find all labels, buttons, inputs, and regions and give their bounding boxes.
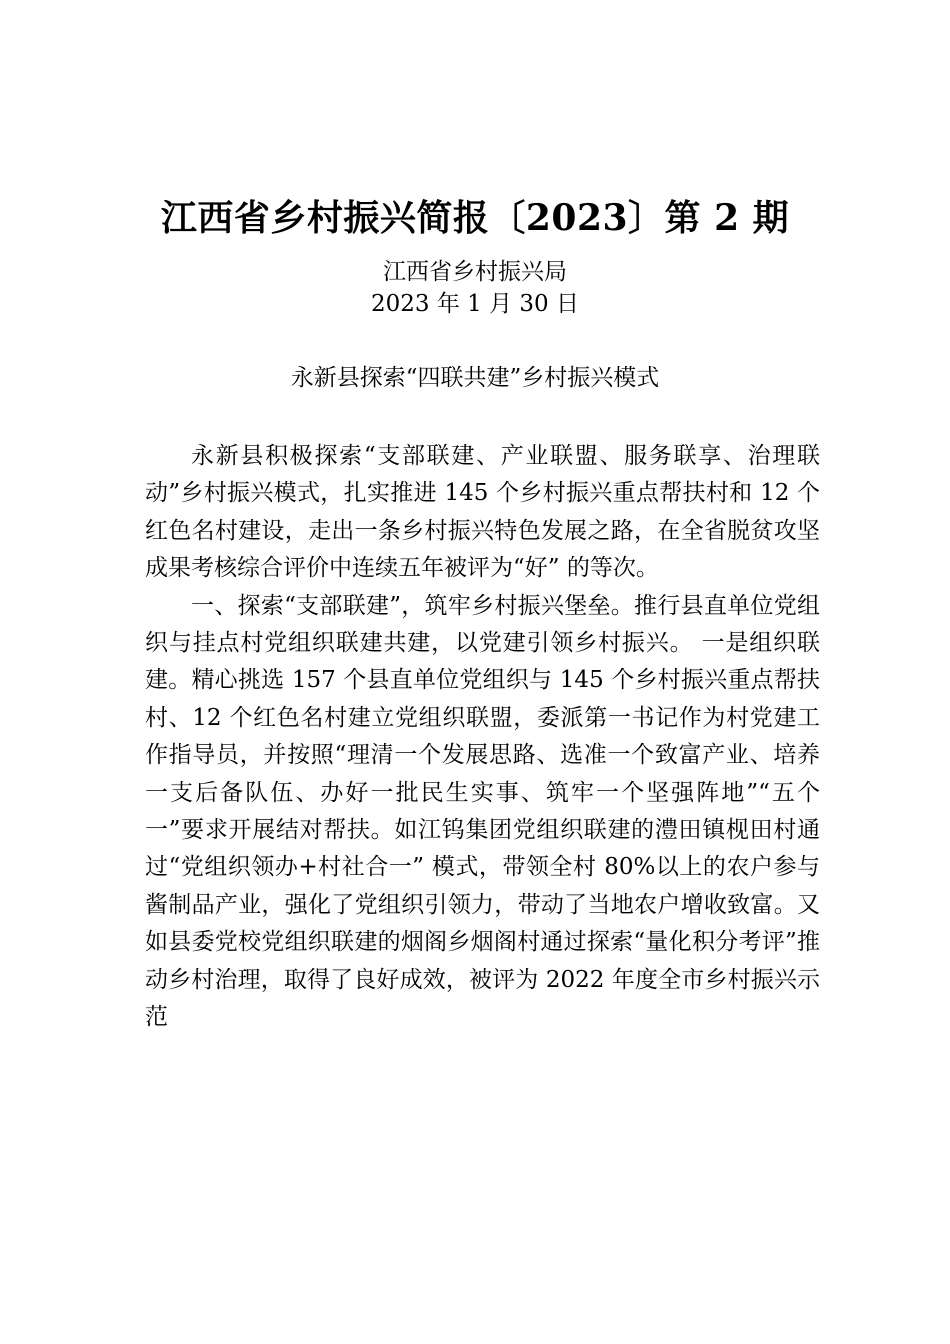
paragraph-section-one: 一、探索“支部联建”，筑牢乡村振兴堡垒。推行县直单位党组织与挂点村党组织联建共建，以党建引领乡村振兴。 一是组织联建。精心挑选 157 个县直单位党组织与 145 个乡村振兴重点帮扶村、12 个红色名村建立党组织联盟，委派第一书记作为村党建工作指导员，并按照“理清一个发展思路、选准一个致富产业、培养一支后备队伍、办好一批民生实事、筑牢一个坚强阵地”“五个一”要求开展结对帮扶。如江钨集团党组织联建的澧田镇枧田村通过“党组织领办+村社合一” 模式，带领全村 80%以上的农户参与酱制品产业，强化了党组织引领力，带动了当地农户增收致富。又如县委党校党组织联建的烟阁乡烟阁村通过探索“量化积分考评”推动乡村治理，取得了良好成效，被评为 2022 年度全市乡村振兴示范: [145, 592, 820, 1031]
document-title: 江西省乡村振兴简报〔2023〕第 2 期: [160, 197, 790, 239]
article-body: [145, 438, 820, 1037]
article-headline: 永新县探索“四联共建”乡村振兴模式: [290, 365, 660, 391]
paragraph-intro: 永新县积极探索“支部联建、产业联盟、服务联享、治理联动”乡村振兴模式，扎实推进 145 个乡村振兴重点帮扶村和 12 个红色名村建设，走出一条乡村振兴特色发展之路，在全省脱贫攻坚成果考核综合评价中连续五年被评为“好” 的等次。: [145, 443, 820, 582]
issuer-name: 江西省乡村振兴局: [383, 259, 567, 285]
issue-date: 2023 年 1 月 30 日: [371, 291, 579, 317]
